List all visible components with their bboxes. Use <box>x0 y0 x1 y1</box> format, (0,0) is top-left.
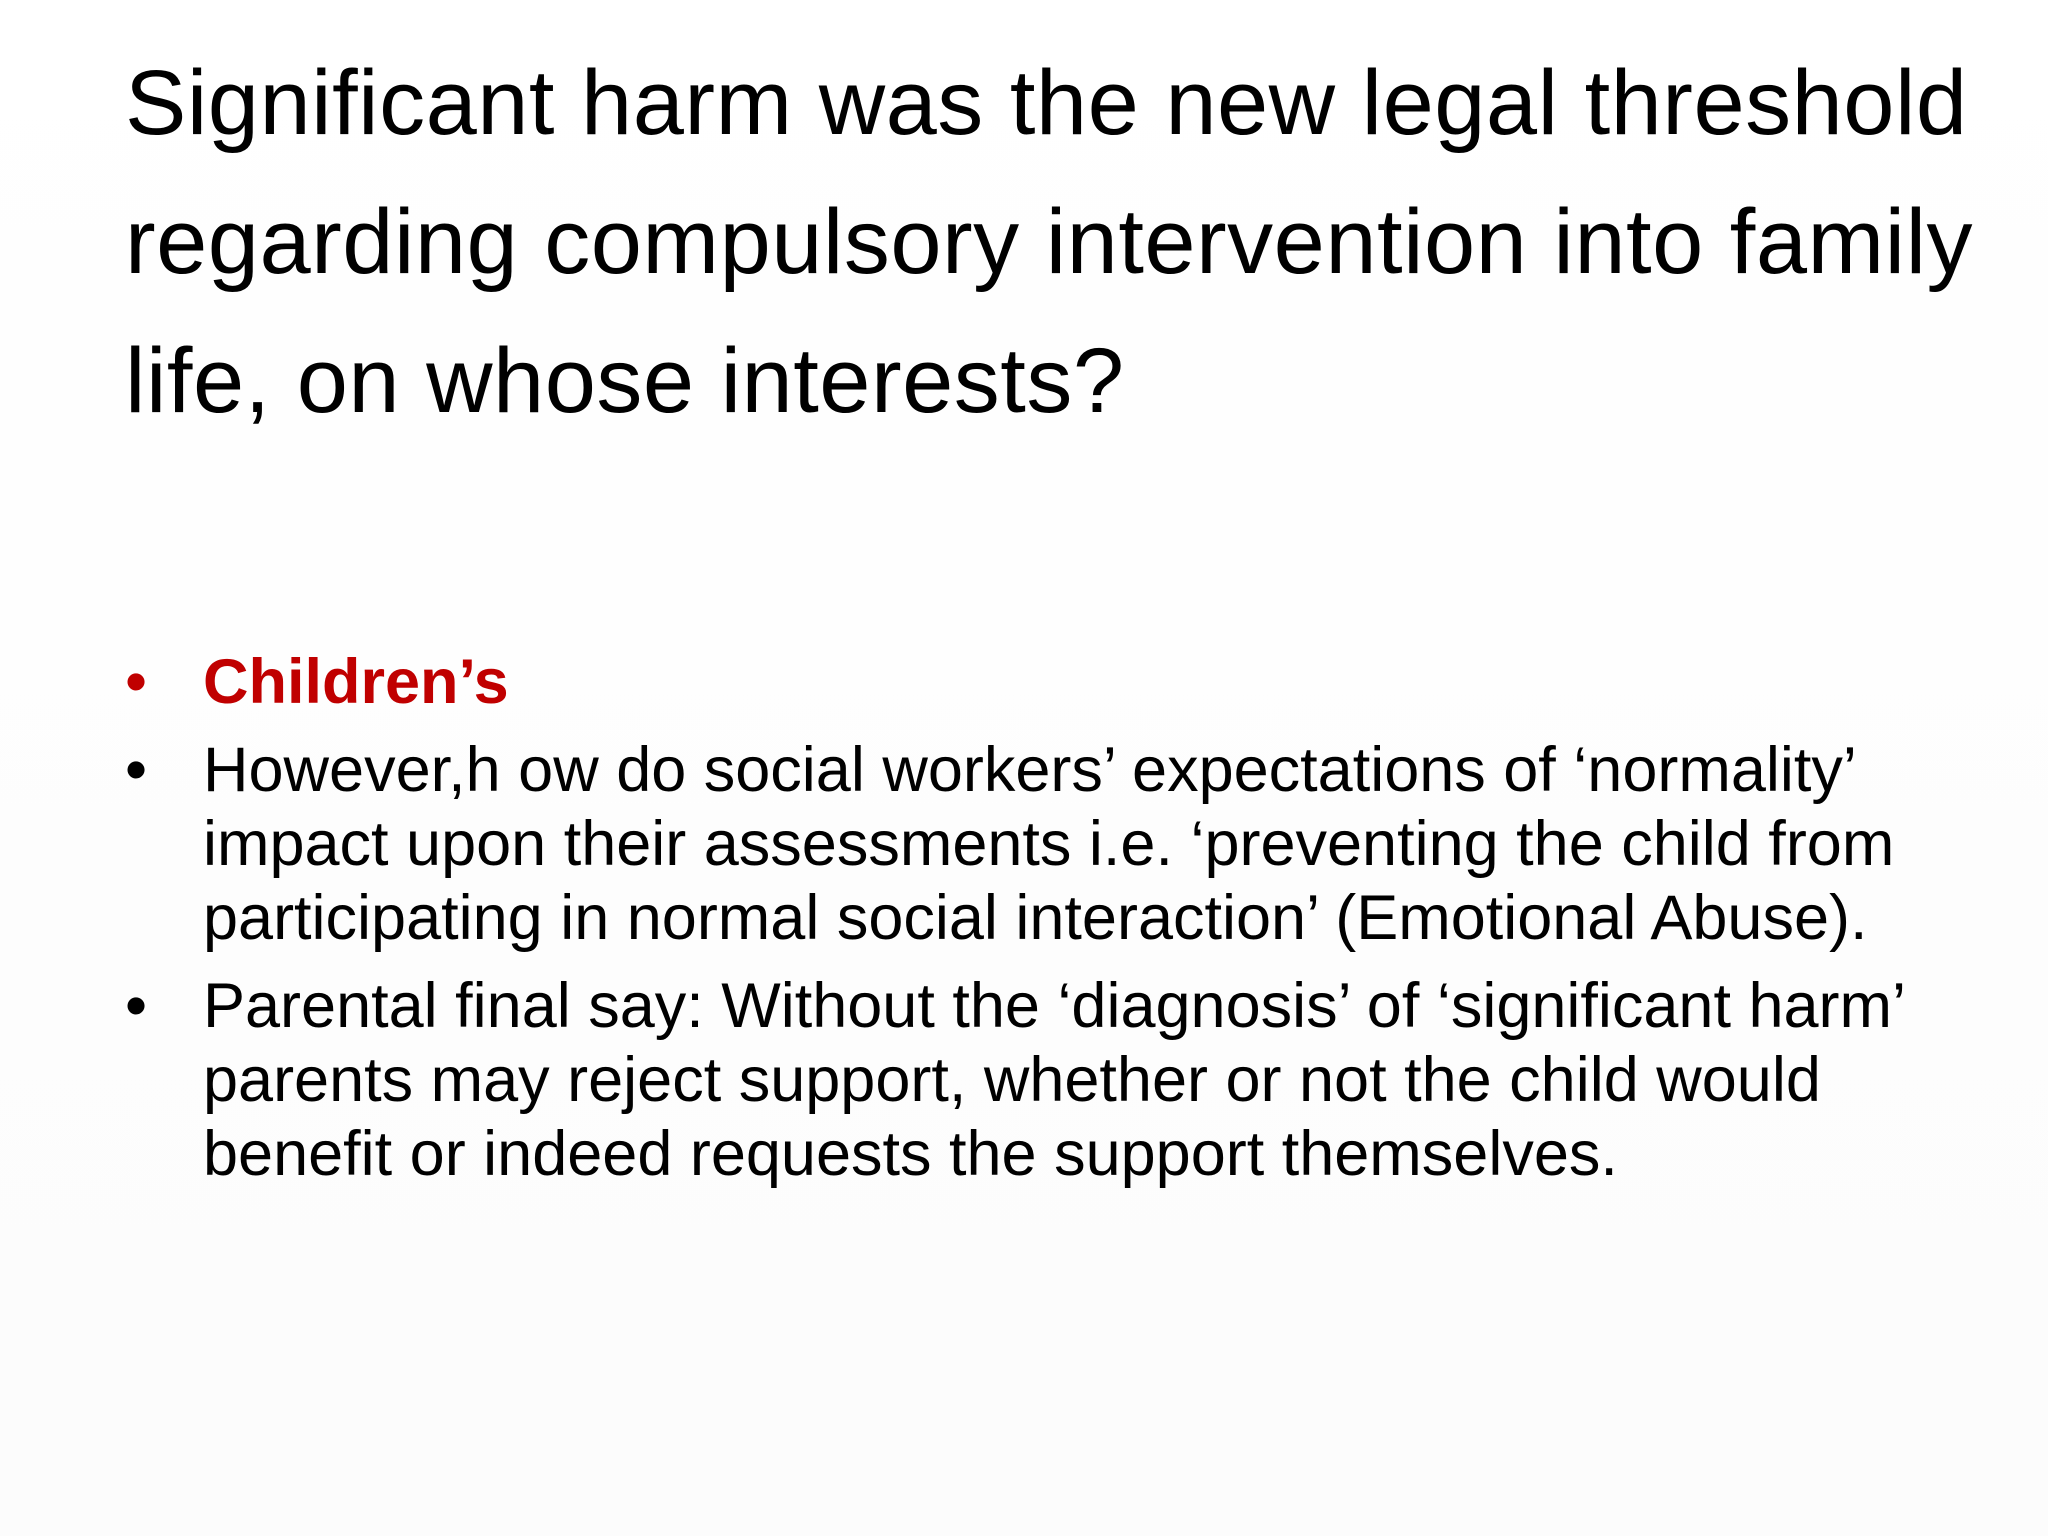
bullet-list <box>125 645 2005 1205</box>
slide-title: Significant harm was the new legal threshold regarding compulsory intervention into family life, on whose interests? <box>125 52 1974 432</box>
bullet-item-childrens <box>125 645 2005 719</box>
bullet-text: Children’s <box>203 647 509 717</box>
bullet-text: Parental final say: Without the ‘diagnosis’ of ‘significant harm’ parents may reject support, whether or not the child would benefit or indeed requests the support themselves. <box>203 971 1904 1189</box>
bullet-icon: • <box>125 971 148 1041</box>
bullet-icon: • <box>125 647 148 717</box>
bullet-text: However,h ow do social workers’ expectations of ‘normality’ impact upon their assessments i.e. ‘preventing the child from participating in normal social interaction’ (Emotional Abuse). <box>203 735 1895 953</box>
bullet-item-parental-final-say <box>125 969 2005 1191</box>
bullet-item-normality <box>125 733 2005 955</box>
bullet-icon: • <box>125 735 148 805</box>
